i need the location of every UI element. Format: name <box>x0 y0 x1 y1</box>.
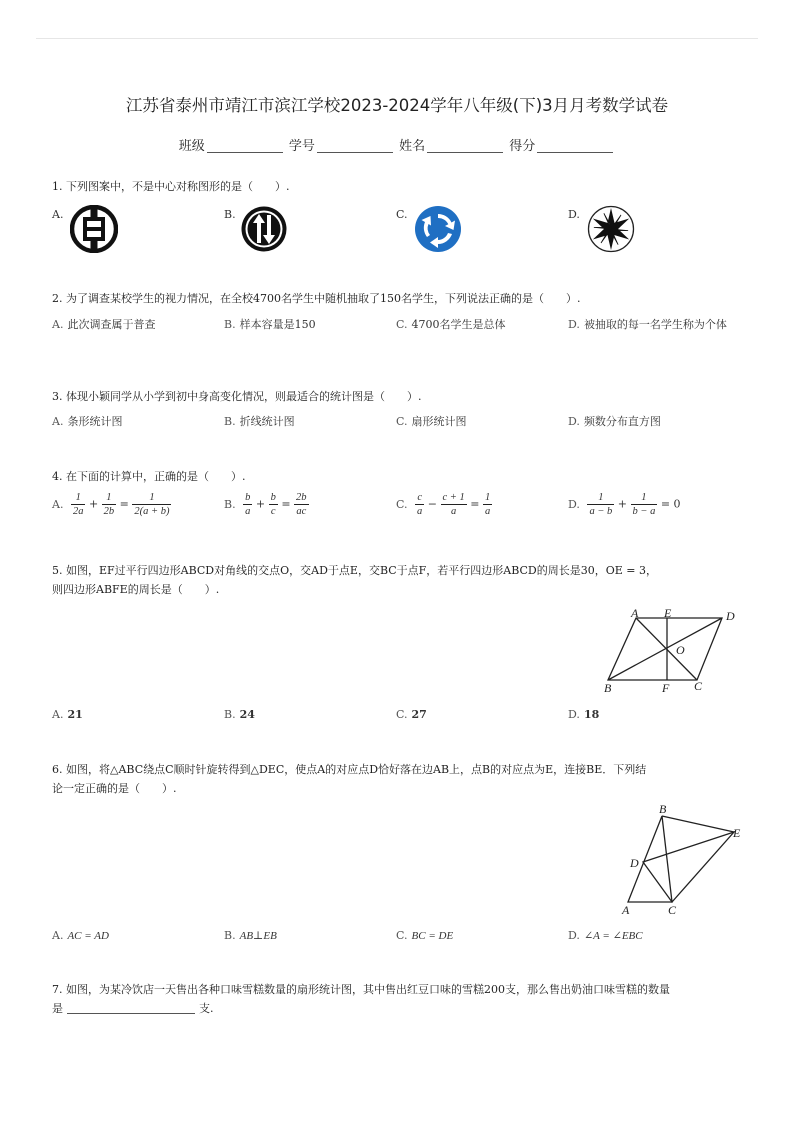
q1-option-b-label[interactable]: B. <box>224 208 236 221</box>
option-label: B. <box>224 929 236 942</box>
q1-option-c-label[interactable]: C. <box>396 208 408 221</box>
question-7 <box>52 980 742 1018</box>
question-text-line2: 则四边形ABFE的周长是（ ）. <box>52 583 220 596</box>
name-label: 姓名 <box>399 139 426 154</box>
option-label: C. <box>396 497 408 511</box>
question-number: 7. <box>52 983 63 996</box>
option-label: D. <box>568 318 580 331</box>
option-text: AB⊥EB <box>239 930 277 942</box>
q3-option-d[interactable] <box>568 413 661 430</box>
option-text: 被抽取的每一名学生称为个体 <box>583 318 727 331</box>
option-text: BC = DE <box>411 930 454 942</box>
equals-zero: = 0 <box>660 497 681 511</box>
fraction <box>441 491 467 518</box>
option-label: A. <box>52 318 64 331</box>
numerator: 1 <box>631 491 658 505</box>
q5-option-a[interactable] <box>52 706 83 723</box>
option-label: D. <box>568 497 580 511</box>
question-number: 6. <box>52 763 63 776</box>
score-blank[interactable] <box>537 152 613 153</box>
fraction <box>483 491 492 518</box>
option-text: 24 <box>239 708 255 721</box>
option-text: 折线统计图 <box>239 415 295 428</box>
option-label: C. <box>396 318 408 331</box>
q1-option-a-label[interactable]: A. <box>52 208 64 221</box>
question-text-line2: 论一定正确的是（ ）. <box>52 782 177 795</box>
question-text-line2-suffix: 支. <box>199 1002 214 1015</box>
q4-option-a[interactable] <box>52 491 171 518</box>
q3-option-b[interactable] <box>224 413 295 430</box>
point-a-label: A <box>631 606 639 620</box>
option-label: D. <box>568 415 580 428</box>
number-label: 学号 <box>288 139 315 154</box>
exam-title: 江苏省泰州市靖江市滨江学校2023-2024学年八年级(下)3月月考数学试卷 <box>125 96 669 115</box>
class-blank[interactable] <box>207 152 283 153</box>
option-label: C. <box>396 708 408 721</box>
q5-option-d[interactable] <box>568 706 599 723</box>
equals-sign: = <box>281 497 291 511</box>
numerator: b <box>270 492 276 503</box>
numerator: c <box>415 491 424 505</box>
roundabout-sign-icon <box>414 205 462 253</box>
point-e-label: E <box>733 826 741 840</box>
q2-option-c[interactable] <box>396 316 506 333</box>
fraction <box>243 491 252 518</box>
fraction <box>587 491 614 518</box>
numerator: 1 <box>484 492 491 503</box>
score-label: 得分 <box>509 139 536 154</box>
denominator: 2(a + b) <box>134 506 170 517</box>
option-label: C. <box>396 929 408 942</box>
option-label: A. <box>52 929 64 942</box>
question-3 <box>52 387 742 406</box>
operator: − <box>427 497 437 511</box>
point-f-label: F <box>662 681 670 695</box>
denominator: b − a <box>632 506 656 517</box>
question-2 <box>52 289 742 308</box>
q2-option-b[interactable] <box>224 316 316 333</box>
operator: + <box>617 497 627 511</box>
option-text: AC = AD <box>67 930 109 942</box>
q6-option-c[interactable] <box>396 927 453 945</box>
question-text-line2-prefix: 是 <box>52 1002 63 1015</box>
point-c-label: C <box>668 903 677 917</box>
fraction <box>102 491 117 518</box>
fraction <box>71 491 86 518</box>
numerator: 1 <box>102 491 117 505</box>
question-6 <box>52 760 742 798</box>
denominator: a <box>484 506 491 517</box>
option-label: C. <box>396 415 408 428</box>
denominator: 2a <box>72 506 84 517</box>
fraction <box>631 491 658 518</box>
question-number: 5. <box>52 564 63 577</box>
denominator: a − b <box>589 506 613 517</box>
q5-option-b[interactable] <box>224 706 255 723</box>
numerator: c + 1 <box>442 492 465 503</box>
option-text: 27 <box>411 708 427 721</box>
parallelogram-abcd-figure <box>596 604 744 696</box>
denominator: a <box>417 506 423 517</box>
denominator: ac <box>296 506 307 517</box>
question-text: 在下面的计算中，正确的是（ ）. <box>66 470 246 483</box>
two-way-traffic-sign-icon <box>240 205 288 253</box>
equals-sign: = <box>470 497 480 511</box>
question-text-line1: 如图，为某冷饮店一天售出各种口味雪糕数量的扇形统计图，其中售出红豆口味的雪糕200支，那么售出奶油口味雪糕的数量 <box>66 983 670 996</box>
q6-option-b[interactable] <box>224 927 277 945</box>
point-d-label: D <box>630 856 639 870</box>
operator: + <box>255 497 266 511</box>
point-c-label: C <box>694 679 703 693</box>
fraction <box>132 491 171 518</box>
option-label: D. <box>568 708 580 721</box>
q2-option-d[interactable] <box>568 316 756 333</box>
option-label: B. <box>224 708 236 721</box>
numerator: b <box>245 492 251 503</box>
q4-option-d[interactable] <box>568 491 681 518</box>
denominator: c <box>270 506 276 517</box>
option-text: 18 <box>583 708 600 721</box>
question-text: 下列图案中，不是中心对称图形的是（ ）. <box>66 180 290 193</box>
equals-sign: = <box>119 497 129 511</box>
top-rule <box>36 38 758 39</box>
q4-option-c[interactable] <box>396 491 492 518</box>
name-blank[interactable] <box>427 152 503 153</box>
point-d-label: D <box>726 609 735 623</box>
answer-blank[interactable] <box>67 1013 195 1014</box>
fraction <box>294 491 309 518</box>
option-label: B. <box>224 415 236 428</box>
question-5 <box>52 561 742 599</box>
numerator: 1 <box>132 491 171 505</box>
numerator: 1 <box>587 491 614 505</box>
question-number: 1. <box>52 180 63 193</box>
option-text: 21 <box>67 708 83 721</box>
question-1 <box>52 177 742 196</box>
option-text: 4700名学生是总体 <box>411 318 506 331</box>
question-4 <box>52 467 742 486</box>
option-text: 频数分布直方图 <box>583 415 661 428</box>
q1-option-d-label[interactable]: D. <box>568 208 580 221</box>
question-number: 4. <box>52 470 63 483</box>
question-number: 3. <box>52 390 63 403</box>
q2-option-a[interactable] <box>52 316 155 333</box>
star-pattern-icon <box>586 205 636 253</box>
question-text: 为了调查某校学生的视力情况，在全校4700名学生中随机抽取了150名学生，下列说法正确的是（ ）. <box>66 292 581 305</box>
question-text: 体现小颖同学从小学到初中身高变化情况，则最适合的统计图是（ ）. <box>66 390 422 403</box>
question-number: 2. <box>52 292 63 305</box>
option-label: A. <box>52 415 64 428</box>
option-label: A. <box>52 708 64 721</box>
q6-option-d[interactable] <box>568 927 643 945</box>
q3-option-a[interactable] <box>52 413 122 430</box>
numerator: 2b <box>296 492 307 503</box>
option-text: 条形统计图 <box>67 415 123 428</box>
coin-logo-icon <box>70 205 118 253</box>
fraction <box>269 491 278 518</box>
question-text-line1: 如图，将△ABC绕点C顺时针旋转得到△DEC，使点A的对应点D恰好落在边AB上，点B的对应点为E，连接BE．下列结 <box>66 763 647 776</box>
point-a-label: A <box>622 903 630 917</box>
number-blank[interactable] <box>317 152 393 153</box>
option-text: 样本容量是150 <box>239 318 316 331</box>
operator: + <box>88 497 99 511</box>
denominator: 2b <box>103 506 115 517</box>
class-label: 班级 <box>178 139 205 154</box>
denominator: a <box>451 506 457 517</box>
numerator: 1 <box>71 491 86 505</box>
point-b-label: B <box>659 802 667 816</box>
point-o-label: O <box>676 643 685 657</box>
q4-option-b[interactable] <box>224 491 309 518</box>
option-label: A. <box>52 497 64 511</box>
option-text: 扇形统计图 <box>411 415 467 428</box>
point-b-label: B <box>604 681 612 695</box>
student-info-row <box>0 135 794 154</box>
option-label: B. <box>224 497 236 511</box>
rotated-triangles-figure <box>614 800 746 918</box>
option-text: ∠A = ∠EBC <box>583 930 643 942</box>
question-text-line1: 如图，EF过平行四边形ABCD对角线的交点O，交AD于点E，交BC于点F，若平行四边形ABCD的周长是30，OE = 3， <box>66 564 657 577</box>
q3-option-c[interactable] <box>396 413 467 430</box>
fraction <box>415 491 424 518</box>
option-label: D. <box>568 929 580 942</box>
option-text: 此次调查属于普查 <box>67 318 156 331</box>
point-e-label: E <box>664 606 672 620</box>
q6-option-a[interactable] <box>52 927 109 945</box>
option-label: B. <box>224 318 236 331</box>
q5-option-c[interactable] <box>396 706 427 723</box>
denominator: a <box>245 506 251 517</box>
